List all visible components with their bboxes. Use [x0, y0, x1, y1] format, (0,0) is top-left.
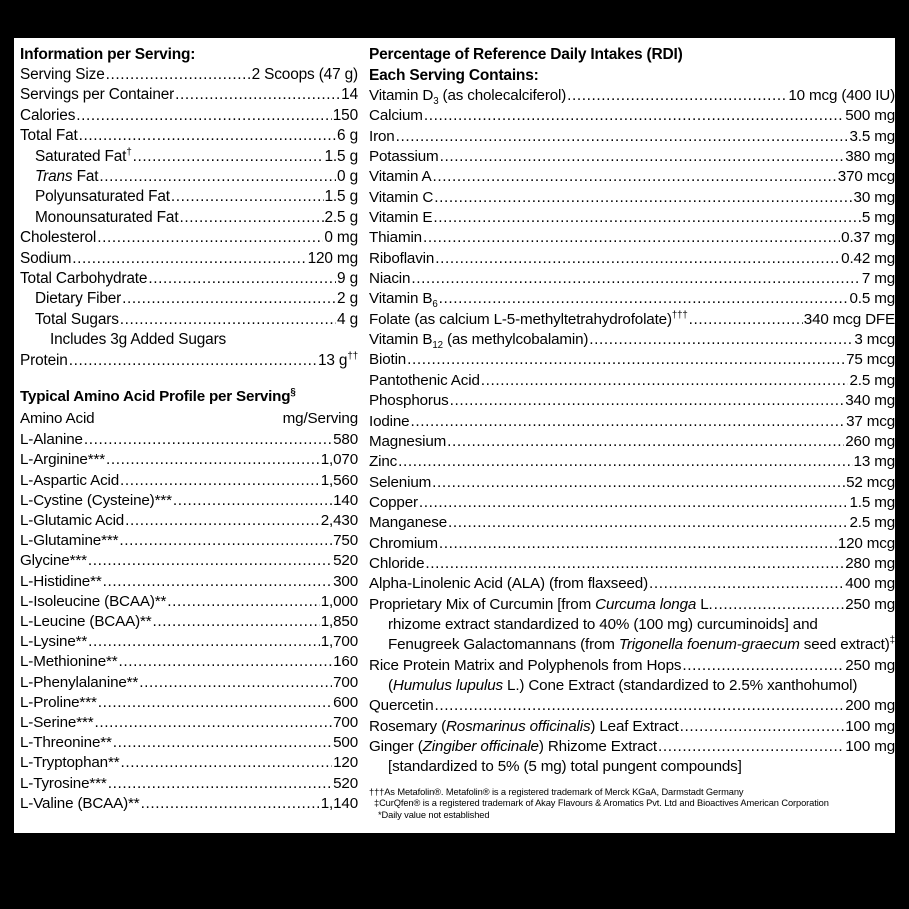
rdi-nutrient-value: 250 mg [845, 595, 895, 613]
rdi-nutrient-name: Rosemary (Rosmarinus officinalis) Leaf Extract [369, 717, 679, 735]
information-per-serving-heading: Information per Serving: [20, 46, 196, 63]
nutrient-name: Calories [20, 106, 76, 124]
rdi-nutrient-name: Zinc [369, 453, 398, 471]
amino-acid-name: L-Proline*** [20, 693, 97, 711]
amino-acid-name: L-Glutamine*** [20, 532, 119, 550]
amino-acid-name: L-Arginine*** [20, 451, 106, 469]
nutrition-row [20, 249, 358, 269]
amino-acid-name: L-Alanine [20, 431, 83, 449]
nutrient-value: 9 g [337, 270, 358, 288]
nutrition-row [20, 167, 358, 187]
amino-acid-name: L-Threonine** [20, 734, 112, 752]
rdi-nutrient-value: 380 mg [845, 148, 895, 166]
dot-leader [103, 572, 332, 592]
rdi-nutrient-name: Copper [369, 493, 418, 511]
amino-acid-row [20, 572, 358, 592]
dot-leader [119, 652, 333, 672]
dot-leader [122, 289, 336, 309]
dot-leader [689, 310, 803, 330]
rdi-nutrient-value: 0.37 mg [841, 229, 895, 247]
nutrient-name: Cholesterol [20, 229, 97, 247]
amino-acid-value: 580 [333, 431, 358, 449]
rdi-nutrient-name: Chloride [369, 554, 425, 572]
amino-acid-column-label: Amino Acid [20, 410, 95, 428]
footnote-line: †††As Metafolin®. Metafolin® is a registered trademark of Merck KGaA, Darmstadt Germany [369, 786, 744, 797]
dot-leader [435, 249, 840, 269]
nutrient-value: 2 Scoops (47 g) [251, 66, 358, 83]
amino-acid-value: 700 [333, 673, 358, 691]
amino-acid-unit-label: mg/Serving [282, 410, 358, 428]
rdi-row [369, 473, 895, 493]
amino-acid-row [20, 450, 358, 470]
rdi-nutrient-name: Folate (as calcium L-5-methyltetrahydrofolate)††† [369, 309, 688, 328]
rdi-row [369, 269, 895, 289]
each-serving-contains-heading: Each Serving Contains: [369, 67, 539, 84]
rdi-nutrient-name: Magnesium [369, 432, 447, 450]
amino-acid-name: L-Aspartic Acid [20, 471, 120, 489]
rdi-nutrient-value: 370 mcg [837, 168, 895, 186]
nutrition-row [20, 187, 358, 207]
rdi-nutrient-value: 400 mg [845, 575, 895, 593]
continuation-line: rhizome extract standardized to 40% (100 mg) curcuminoids] and [388, 615, 818, 633]
amino-acid-name: L-Serine*** [20, 713, 94, 731]
amino-acid-rows-list [20, 430, 358, 814]
dot-leader [450, 391, 845, 411]
dot-leader [119, 531, 332, 551]
rdi-row [369, 188, 895, 208]
rdi-nutrient-value: 3 mcg [854, 331, 895, 349]
dot-leader [589, 330, 853, 350]
nutrient-name: Serving Size [20, 66, 105, 83]
nutrition-row [20, 147, 358, 167]
nutrition-row [20, 208, 358, 228]
nutrition-row [20, 106, 358, 126]
nutrient-value: 150 [332, 106, 358, 124]
amino-acid-value: 1,560 [320, 471, 358, 489]
two-column-layout [14, 38, 895, 833]
amino-acid-name: L-Glutamic Acid [20, 511, 125, 529]
amino-acid-value: 500 [333, 734, 358, 752]
amino-acid-name: L-Histidine** [20, 572, 102, 590]
dot-leader [398, 452, 852, 472]
rdi-nutrient-value: 3.5 mg [849, 127, 895, 145]
rdi-rows-list [369, 86, 895, 778]
rdi-nutrient-name: Vitamin $B_6$ [369, 290, 438, 311]
dot-leader [120, 471, 320, 491]
amino-acid-value: 1,700 [320, 633, 358, 651]
nutrient-value: 0 g [337, 168, 358, 186]
nutrition-row [20, 126, 358, 146]
rdi-nutrient-name: Phosphorus [369, 392, 449, 410]
rdi-row [369, 228, 895, 248]
rdi-nutrient-name: Vitamin E [369, 209, 433, 227]
rdi-row [369, 696, 895, 716]
amino-acid-row [20, 733, 358, 753]
nutrient-value: 2.5 g [324, 208, 358, 226]
nutrition-row [20, 65, 358, 85]
dot-leader [649, 574, 844, 594]
dot-leader [433, 208, 860, 228]
amino-acid-row [20, 774, 358, 794]
amino-acid-name: L-Valine (BCAA)** [20, 794, 140, 812]
amino-acid-value: 520 [333, 552, 358, 570]
amino-acid-name: L-Tyrosine*** [20, 774, 107, 792]
rdi-row [369, 452, 895, 472]
amino-acid-name: L-Cystine (Cysteine)*** [20, 491, 172, 509]
amino-acid-row [20, 491, 358, 511]
rdi-nutrient-name: Iron [369, 127, 395, 145]
rdi-nutrient-value: 2.5 mg [849, 514, 895, 532]
rdi-row [369, 554, 895, 574]
rdi-nutrient-name: Ginger (Zingiber officinale) Rhizome Extract [369, 738, 657, 755]
amino-acid-value: 700 [333, 713, 358, 731]
dot-leader [84, 430, 332, 450]
nutrient-name: Protein [20, 351, 68, 369]
nutrient-name: Dietary Fiber [35, 290, 122, 308]
rdi-row [369, 391, 895, 411]
rdi-row [369, 330, 895, 350]
rdi-nutrient-name: Iodine [369, 412, 410, 430]
dot-leader [99, 167, 336, 187]
nutrition-row [20, 269, 358, 289]
dot-leader [72, 249, 306, 269]
amino-acid-name: L-Isoleucine (BCAA)** [20, 592, 167, 610]
dot-leader [148, 269, 336, 289]
nutrient-value: 4 g [337, 310, 358, 328]
rdi-nutrient-name: Thiamin [369, 229, 422, 247]
rdi-nutrient-name: Biotin [369, 351, 407, 369]
amino-acid-value: 140 [333, 491, 358, 509]
nutrient-name: Trans Fat [35, 168, 99, 186]
rdi-row [369, 86, 895, 106]
amino-acid-row [20, 713, 358, 733]
dot-leader [411, 269, 861, 289]
nutrient-name: Polyunsaturated Fat [35, 188, 170, 206]
rdi-nutrient-name: Pantothenic Acid [369, 371, 480, 389]
amino-acid-row [20, 794, 358, 814]
rdi-row [369, 249, 895, 269]
rdi-nutrient-name: Quercetin [369, 697, 434, 715]
amino-acid-row [20, 471, 358, 491]
left-column [14, 38, 358, 814]
rdi-nutrient-value: 0.42 mg [841, 249, 895, 267]
dot-leader [481, 371, 849, 391]
footnotes-block [369, 787, 895, 822]
dot-leader [714, 595, 845, 615]
nutrition-row [20, 310, 358, 330]
nutrient-value: 1.5 g [324, 188, 358, 206]
rdi-nutrient-value: 52 mcg [846, 473, 895, 491]
rdi-nutrient-value: 1.5 mg [849, 493, 895, 511]
dot-leader [88, 632, 320, 652]
nutrition-facts-panel [14, 38, 895, 833]
dot-leader [139, 673, 332, 693]
dot-leader [567, 86, 787, 106]
dot-leader [424, 106, 844, 126]
dot-leader [396, 127, 849, 147]
rdi-row [369, 432, 895, 452]
dot-leader [167, 592, 319, 612]
rdi-nutrient-name: Alpha-Linolenic Acid (ALA) (from flaxseed) [369, 575, 649, 593]
amino-acid-row [20, 511, 358, 531]
rdi-nutrient-name: Chromium [369, 534, 438, 552]
dot-leader [410, 412, 845, 432]
amino-acid-name: L-Leucine (BCAA)** [20, 612, 152, 630]
rdi-nutrient-name: Vitamin $D_3$ (as cholecalciferol) [369, 87, 567, 108]
rdi-heading: Percentage of Reference Daily Intakes (RDI) [369, 46, 683, 63]
dot-leader [658, 737, 844, 757]
rdi-nutrient-value: 100 mg [845, 738, 895, 755]
rdi-nutrient-value: 120 mcg [837, 534, 895, 552]
dot-leader [106, 65, 251, 85]
nutrition-row [20, 351, 358, 371]
dot-leader [173, 491, 332, 511]
rdi-nutrient-name: Vitamin A [369, 168, 432, 186]
rdi-nutrient-name: Riboflavin [369, 249, 435, 267]
amino-acid-value: 1,000 [320, 592, 358, 610]
rdi-row [369, 208, 895, 228]
amino-acid-value: 750 [333, 532, 358, 550]
nutrition-row [20, 330, 358, 350]
nutrient-name: Servings per Container [20, 86, 175, 104]
rdi-row [369, 737, 895, 757]
dot-leader [113, 733, 332, 753]
dot-leader [88, 551, 332, 571]
nutrient-value: 1.5 g [324, 147, 358, 165]
amino-acid-value: 1,070 [320, 451, 358, 469]
rdi-row [369, 106, 895, 126]
nutrient-value: 6 g [337, 127, 358, 145]
rdi-nutrient-value: 200 mg [845, 697, 895, 715]
nutrient-name: Total Sugars [35, 310, 119, 328]
rdi-row [369, 493, 895, 513]
dot-leader [106, 450, 320, 470]
nutrient-value: 0 mg [324, 229, 358, 247]
rdi-nutrient-name: Rice Protein Matrix and Polyphenols from Hops [369, 656, 682, 674]
dot-leader [682, 656, 844, 676]
amino-acid-value: 1,850 [320, 612, 358, 630]
amino-acid-name: L-Tryptophan** [20, 754, 120, 772]
amino-acid-table-header [20, 408, 358, 430]
dot-leader [141, 794, 320, 814]
dot-leader [447, 432, 844, 452]
rdi-nutrient-name: Potassium [369, 148, 439, 166]
dot-leader [179, 208, 323, 228]
amino-acid-row [20, 753, 358, 773]
dot-leader [97, 228, 323, 248]
amino-acid-row [20, 531, 358, 551]
dot-leader [108, 774, 332, 794]
rdi-nutrient-value: 280 mg [845, 554, 895, 572]
nutrient-name: Sodium [20, 249, 72, 267]
dot-leader [440, 147, 845, 167]
dot-leader [434, 188, 852, 208]
rdi-nutrient-value: 500 mg [845, 107, 895, 125]
amino-acid-row [20, 673, 358, 693]
amino-acid-value: 2,430 [320, 511, 358, 529]
rdi-row [369, 147, 895, 167]
rdi-row [369, 656, 895, 676]
rdi-nutrient-name: Selenium [369, 473, 432, 491]
nutrient-value: 2 g [337, 290, 358, 308]
amino-acid-value: 1,140 [320, 794, 358, 812]
rdi-nutrient-value: 100 mg [845, 717, 895, 735]
rdi-row [369, 289, 895, 309]
amino-acid-name: L-Phenylalanine** [20, 673, 139, 691]
amino-acid-value: 120 [333, 754, 358, 772]
amino-acid-value: 300 [333, 572, 358, 590]
rdi-row [369, 574, 895, 594]
amino-acid-value: 520 [333, 774, 358, 792]
amino-acid-row [20, 551, 358, 571]
footnote-line: *Daily value not established [378, 809, 490, 820]
rdi-nutrient-value: 340 mcg DFE [803, 310, 895, 328]
nutrient-name: Includes 3g Added Sugars [50, 331, 227, 349]
dot-leader [423, 228, 840, 248]
dot-leader [69, 351, 317, 371]
rdi-nutrient-value: 0.5 mg [849, 290, 895, 308]
dot-leader [125, 511, 320, 531]
nutrition-row [20, 289, 358, 309]
rdi-nutrient-value: 13 mg [853, 453, 895, 471]
rdi-nutrient-name: Vitamin C [369, 188, 434, 206]
rdi-nutrient-value: 5 mg [861, 209, 895, 227]
nutrient-name: Total Fat [20, 127, 78, 145]
nutrient-name: Total Carbohydrate [20, 270, 148, 288]
nutrient-value: 120 mg [307, 249, 358, 267]
rdi-row [369, 717, 895, 737]
dot-leader [153, 612, 320, 632]
continuation-line: (Humulus lupulus L.) Cone Extract (standardized to 2.5% xanthohumol) [388, 676, 858, 694]
rdi-nutrient-value: 75 mcg [846, 351, 895, 369]
rdi-nutrient-name: Niacin [369, 270, 411, 288]
continuation-line: Fenugreek Galactomannans (from Trigonella foenum-graecum seed extract)‡ [388, 635, 895, 654]
footnote-line: ‡CurQfen® is a registered trademark of Akay Flavours & Aromatics Pvt. Ltd and Bioactives American Corporation [374, 798, 829, 809]
dot-leader [433, 167, 837, 187]
rdi-nutrient-value: 340 mg [845, 392, 895, 410]
rdi-nutrient-name: Vitamin $B_{12}$ (as methylcobalamin) [369, 331, 589, 352]
dot-leader [133, 147, 324, 167]
amino-acid-row [20, 612, 358, 632]
nutrient-name: Monounsaturated Fat [35, 208, 179, 226]
rdi-nutrient-value: 30 mg [853, 188, 895, 206]
rdi-nutrient-name: Manganese [369, 514, 448, 532]
rdi-nutrient-name: Calcium [369, 107, 423, 125]
dot-leader [435, 696, 845, 716]
rdi-nutrient-value: 10 mcg (400 IU) [788, 87, 895, 104]
dot-leader [432, 473, 845, 493]
rdi-nutrient-value: 250 mg [845, 656, 895, 674]
nutrient-name: Saturated Fat† [35, 146, 132, 165]
nutrient-value: 14 [341, 86, 358, 104]
rdi-nutrient-value: 7 mg [861, 270, 895, 288]
dot-leader [175, 85, 340, 105]
amino-acid-profile-heading: Typical Amino Acid Profile per Serving§ [20, 387, 296, 406]
dot-leader [171, 187, 324, 207]
dot-leader [121, 753, 333, 773]
dot-leader [425, 554, 844, 574]
nutrition-row [20, 228, 358, 248]
amino-acid-name: L-Lysine** [20, 633, 88, 651]
amino-acid-name: Glycine*** [20, 552, 87, 570]
dot-leader [419, 493, 849, 513]
rdi-row [369, 513, 895, 533]
amino-acid-name: L-Methionine** [20, 653, 118, 671]
dot-leader [680, 717, 845, 737]
amino-acid-value: 160 [333, 653, 358, 671]
right-column [358, 38, 895, 821]
rdi-nutrient-value: 260 mg [845, 432, 895, 450]
amino-acid-row [20, 592, 358, 612]
rdi-row [369, 534, 895, 554]
amino-acid-row [20, 430, 358, 450]
rdi-nutrient-name: Proprietary Mix of Curcumin [from Curcuma longa L. [369, 595, 713, 613]
rdi-nutrient-value: 2.5 mg [849, 371, 895, 389]
dot-leader [79, 126, 336, 146]
rdi-row [369, 412, 895, 432]
rdi-row [369, 371, 895, 391]
rdi-row [369, 595, 895, 615]
rdi-nutrient-value: 37 mcg [846, 412, 895, 430]
nutrient-value: 13 g†† [317, 350, 358, 369]
amino-acid-row [20, 693, 358, 713]
dot-leader [448, 513, 848, 533]
rdi-row [369, 350, 895, 370]
dot-leader [76, 106, 332, 126]
dot-leader [95, 713, 333, 733]
rdi-row [369, 310, 895, 330]
dot-leader [120, 310, 336, 330]
rdi-row [369, 167, 895, 187]
amino-acid-row [20, 632, 358, 652]
amino-acid-row [20, 652, 358, 672]
dot-leader [98, 693, 332, 713]
nutrition-row [20, 85, 358, 105]
amino-acid-value: 600 [333, 693, 358, 711]
dot-leader [407, 350, 845, 370]
rdi-row [369, 127, 895, 147]
dot-leader [439, 534, 837, 554]
nutrition-rows-list [20, 65, 358, 371]
dot-leader [439, 289, 849, 309]
continuation-line: [standardized to 5% (5 mg) total pungent compounds] [388, 758, 742, 776]
